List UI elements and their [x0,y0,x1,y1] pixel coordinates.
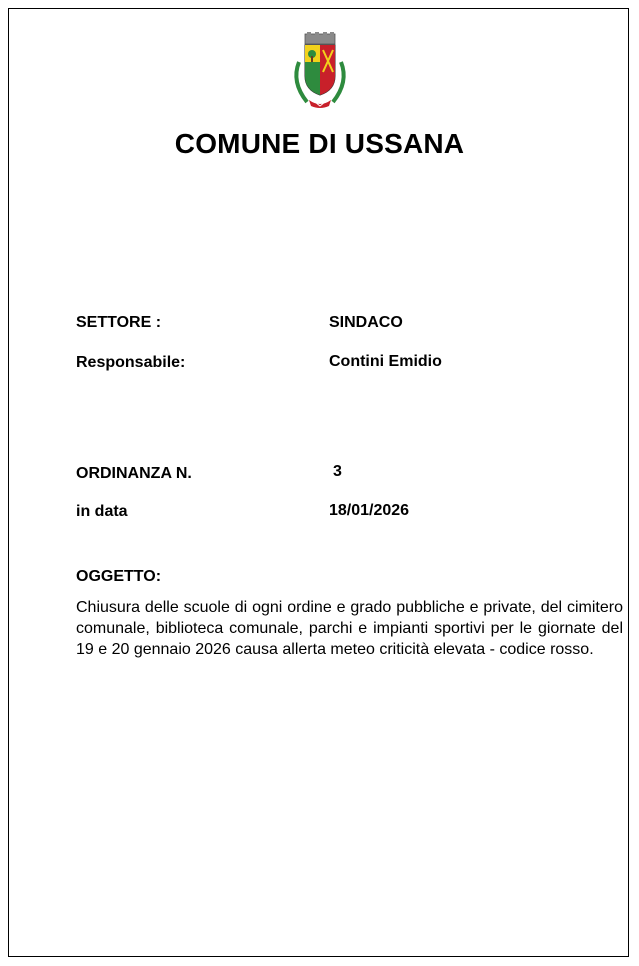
oggetto-text: Chiusura delle scuole di ogni ordine e grado pubbliche e private, del cimitero comunale, biblioteca comunale, parchi e impianti sportivi per le giornate del 19 e 20 gennaio 2026 causa allerta meteo criticità elevata - codice rosso. [76,599,623,658]
ordinanza-label: ORDINANZA N. [76,465,192,482]
responsabile-value: Contini Emidio [329,353,442,370]
ordinanza-value: 3 [333,463,342,480]
date-value: 18/01/2026 [329,502,410,519]
page-title: COMUNE DI USSANA [174,128,465,159]
date-label: in data [76,503,128,520]
responsabile-label: Responsabile: [76,354,186,371]
coat-of-arms-icon [285,32,355,110]
settore-label: SETTORE : [76,314,162,331]
settore-value: SINDACO [329,314,403,331]
oggetto-label: OGGETTO: [76,568,162,585]
